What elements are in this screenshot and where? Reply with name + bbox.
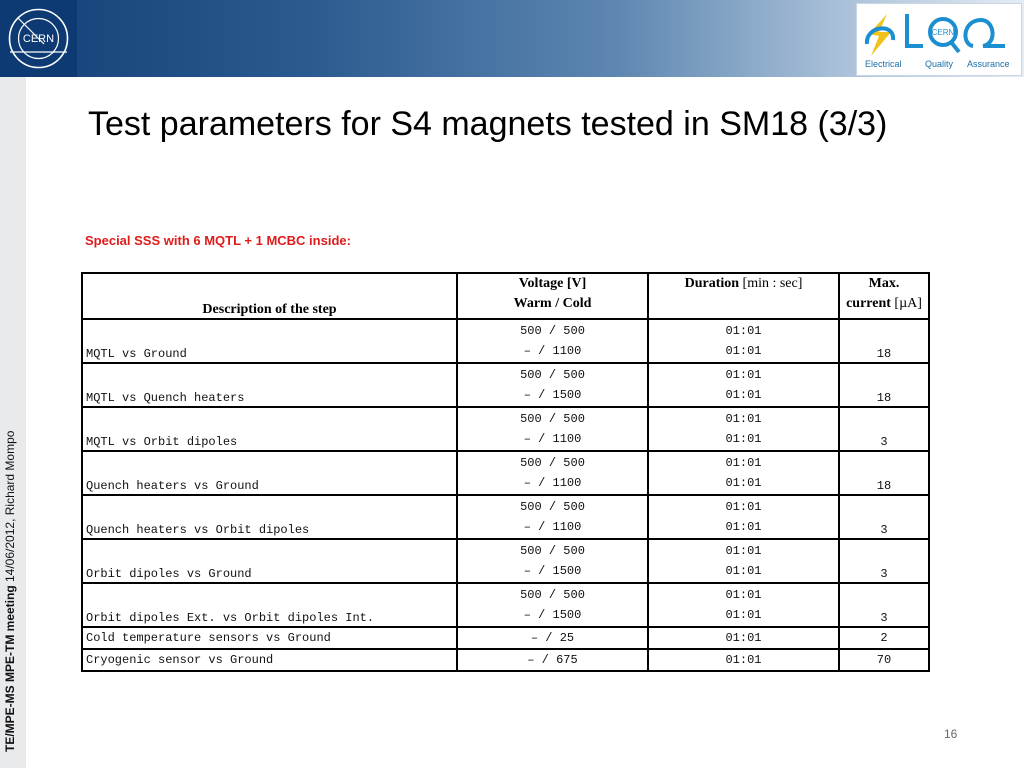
voltage-cold: – / 675: [527, 653, 578, 667]
cern-logo: [4, 4, 73, 73]
row-description: Orbit dipoles vs Ground: [82, 539, 457, 583]
row-description: Orbit dipoles Ext. vs Orbit dipoles Int.: [82, 583, 457, 627]
voltage-warm: 500 / 500: [520, 368, 585, 382]
row-duration: [648, 407, 839, 451]
row-duration: [648, 451, 839, 495]
row-current: 2: [839, 627, 929, 649]
row-duration: [648, 627, 839, 649]
duration-warm: 01:01: [725, 456, 762, 470]
row-voltage: [457, 319, 648, 363]
row-duration: [648, 363, 839, 407]
voltage-warm: 500 / 500: [520, 544, 585, 558]
voltage-warm: 500 / 500: [520, 412, 585, 426]
header-duration-unit: [min : sec]: [739, 276, 803, 291]
footer-meeting: TE/MPE-MS MPE-TM meeting: [3, 585, 17, 752]
row-current: 18: [839, 363, 929, 407]
duration-cold: 01:01: [725, 564, 762, 578]
duration-cold: 01:01: [725, 520, 762, 534]
duration-cold: 01:01: [725, 388, 762, 402]
elqa-logo-box: [856, 3, 1022, 76]
row-duration: [648, 649, 839, 671]
table-row: [82, 407, 929, 451]
row-description: MQTL vs Quench heaters: [82, 363, 457, 407]
row-voltage: [457, 407, 648, 451]
voltage-cold: – / 1500: [523, 608, 582, 622]
row-description: MQTL vs Orbit dipoles: [82, 407, 457, 451]
table-header-row: [82, 273, 929, 319]
elqa-inner-text: CERN: [931, 28, 955, 37]
table-row: [82, 495, 929, 539]
vertical-footer: [3, 431, 17, 752]
slide-title: Test parameters for S4 magnets tested in SM18 (3/3): [88, 105, 888, 143]
voltage-cold: – / 1100: [523, 432, 582, 446]
voltage-warm: 500 / 500: [520, 500, 585, 514]
elqa-logo: [857, 4, 1021, 75]
row-current: 18: [839, 319, 929, 363]
header-current-sub: current: [846, 296, 891, 311]
header-current-unit: [µA]: [890, 296, 922, 311]
row-description: MQTL vs Ground: [82, 319, 457, 363]
duration-warm: 01:01: [725, 412, 762, 426]
row-description: Quench heaters vs Orbit dipoles: [82, 495, 457, 539]
row-description: Cold temperature sensors vs Ground: [82, 627, 457, 649]
row-current: 3: [839, 539, 929, 583]
row-current: 18: [839, 451, 929, 495]
duration-warm: 01:01: [725, 324, 762, 338]
table-caption: Special SSS with 6 MQTL + 1 MCBC inside:: [85, 233, 351, 248]
row-voltage: [457, 363, 648, 407]
voltage-cold: – / 1500: [523, 388, 582, 402]
row-current: 3: [839, 495, 929, 539]
duration-cold: 01:01: [725, 653, 762, 667]
voltage-cold: – / 1100: [523, 344, 582, 358]
header-current: [839, 273, 929, 319]
table-row: [82, 539, 929, 583]
row-voltage: [457, 649, 648, 671]
table-row: [82, 451, 929, 495]
page-number: 16: [944, 727, 958, 741]
row-voltage: [457, 583, 648, 627]
footer-date-author: 14/06/2012, Richard Mompo: [3, 430, 17, 586]
table-row: [82, 319, 929, 363]
row-voltage: [457, 451, 648, 495]
row-description: Quench heaters vs Ground: [82, 451, 457, 495]
header-duration-label: Duration: [684, 276, 740, 291]
voltage-cold: – / 25: [530, 631, 575, 645]
header-voltage: [457, 273, 648, 319]
elqa-tagline-2: Quality: [925, 59, 954, 69]
row-description: Cryogenic sensor vs Ground: [82, 649, 457, 671]
duration-warm: 01:01: [725, 588, 762, 602]
duration-cold: 01:01: [725, 344, 762, 358]
header-description: Description of the step: [82, 273, 457, 319]
duration-cold: 01:01: [725, 432, 762, 446]
cern-logo-text: CERN: [22, 33, 55, 45]
voltage-warm: 500 / 500: [520, 456, 585, 470]
voltage-cold: – / 1100: [523, 476, 582, 490]
voltage-warm: 500 / 500: [520, 588, 585, 602]
row-voltage: [457, 495, 648, 539]
row-voltage: [457, 627, 648, 649]
duration-warm: 01:01: [725, 544, 762, 558]
header-voltage-sub: Warm / Cold: [513, 296, 592, 311]
elqa-tagline-3: Assurance: [967, 59, 1010, 69]
cern-logo-box: [0, 0, 77, 77]
header-current-label: Max.: [868, 276, 900, 291]
row-current: 3: [839, 583, 929, 627]
duration-warm: 01:01: [725, 368, 762, 382]
table-row: [82, 649, 929, 671]
voltage-cold: – / 1500: [523, 564, 582, 578]
row-duration: [648, 319, 839, 363]
header-voltage-label: Voltage [V]: [518, 276, 587, 291]
table-row: [82, 363, 929, 407]
voltage-warm: 500 / 500: [520, 324, 585, 338]
table-row: [82, 583, 929, 627]
voltage-cold: – / 1100: [523, 520, 582, 534]
row-voltage: [457, 539, 648, 583]
table-row: [82, 627, 929, 649]
elqa-tagline-1: Electrical: [865, 59, 902, 69]
row-duration: [648, 495, 839, 539]
row-current: 3: [839, 407, 929, 451]
test-parameters-table: [81, 272, 930, 672]
header-duration: [648, 273, 839, 319]
duration-cold: 01:01: [725, 608, 762, 622]
duration-cold: 01:01: [725, 631, 762, 645]
duration-warm: 01:01: [725, 500, 762, 514]
row-duration: [648, 583, 839, 627]
row-duration: [648, 539, 839, 583]
duration-cold: 01:01: [725, 476, 762, 490]
row-current: 70: [839, 649, 929, 671]
